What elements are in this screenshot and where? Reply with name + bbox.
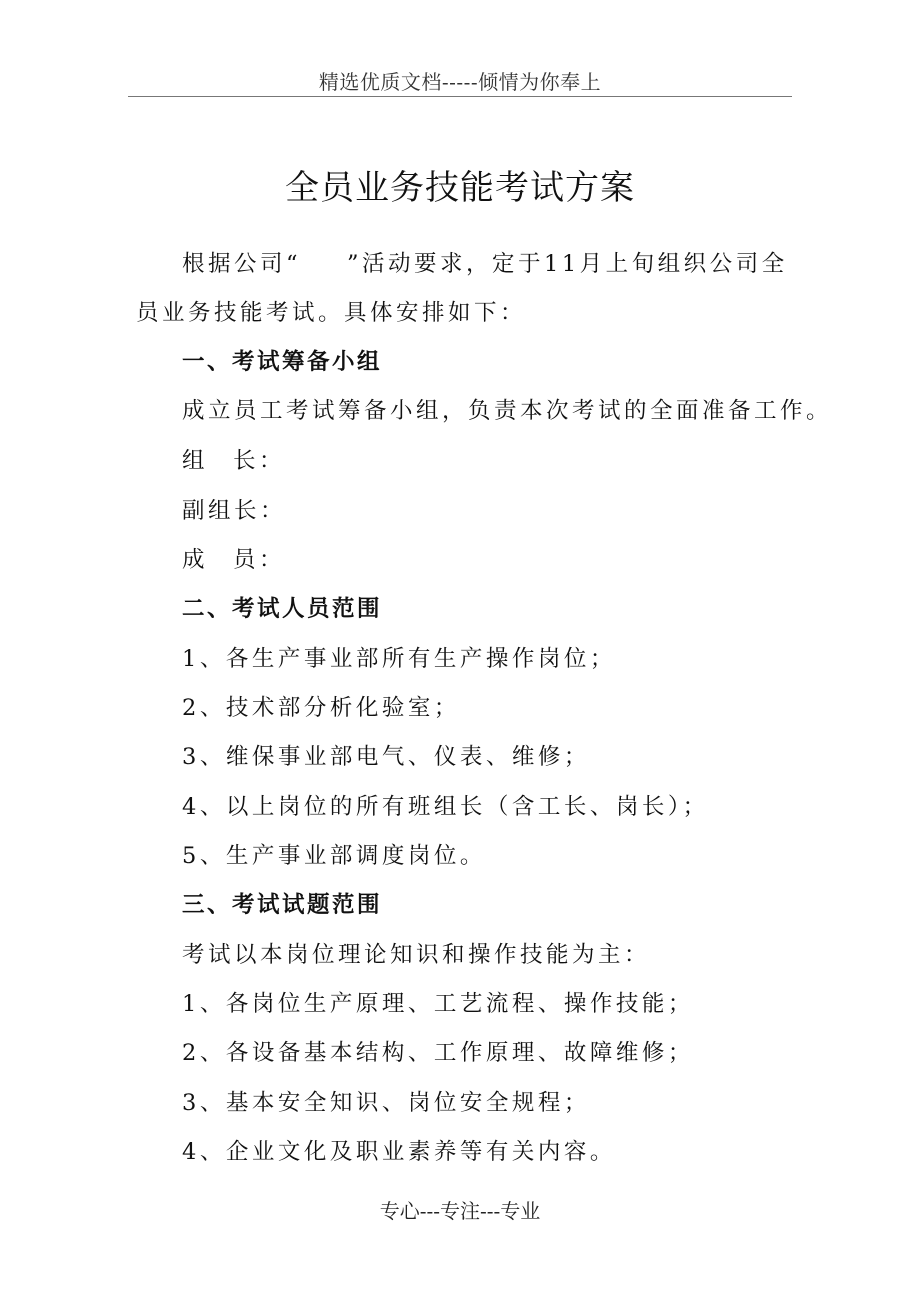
deputy-leader-line: 副组长： <box>182 498 287 524</box>
leader-label-b: 长： <box>233 448 286 474</box>
intro-line-2: 员业务技能考试。具体安排如下： <box>136 300 527 326</box>
member-label-b: 员： <box>233 547 286 573</box>
leader-label-a: 组 <box>182 448 209 474</box>
section-heading-1: 一、考试筹备小组 <box>182 349 383 375</box>
leader-line <box>182 446 285 476</box>
intro-text-pre: 根据公司“ <box>182 251 302 277</box>
intro-line-1 <box>182 249 788 279</box>
intro-text-post: ”活动要求，定于11月上旬组织公司全 <box>347 251 788 277</box>
topic-item: 3、基本安全知识、岗位安全规程； <box>182 1090 590 1116</box>
topic-item: 2、各设备基本结构、工作原理、故障维修； <box>182 1040 694 1066</box>
document-title: 全员业务技能考试方案 <box>285 168 635 208</box>
member-line <box>182 545 285 575</box>
topic-item: 1、各岗位生产原理、工艺流程、操作技能； <box>182 991 694 1017</box>
section-heading-2: 二、考试人员范围 <box>182 596 383 622</box>
header-divider <box>128 96 792 97</box>
scope-item: 2、技术部分析化验室； <box>182 695 460 721</box>
scope-item: 3、维保事业部电气、仪表、维修； <box>182 744 590 770</box>
scope-item: 1、各生产事业部所有生产操作岗位； <box>182 646 616 672</box>
section-heading-3: 三、考试试题范围 <box>182 892 383 918</box>
scope-item: 5、生产事业部调度岗位。 <box>182 843 486 869</box>
page-footer: 专心---专注---专业 <box>379 1199 541 1223</box>
scope-item: 4、以上岗位的所有班组长（含工长、岗长）； <box>182 794 709 820</box>
member-label-a: 成 <box>182 547 209 573</box>
page-header: 精选优质文档-----倾情为你奉上 <box>318 70 602 94</box>
section3-intro: 考试以本岗位理论知识和操作技能为主： <box>182 942 651 968</box>
topic-item: 4、企业文化及职业素养等有关内容。 <box>182 1139 616 1165</box>
section1-description: 成立员工考试筹备小组，负责本次考试的全面准备工作。 <box>182 398 833 424</box>
